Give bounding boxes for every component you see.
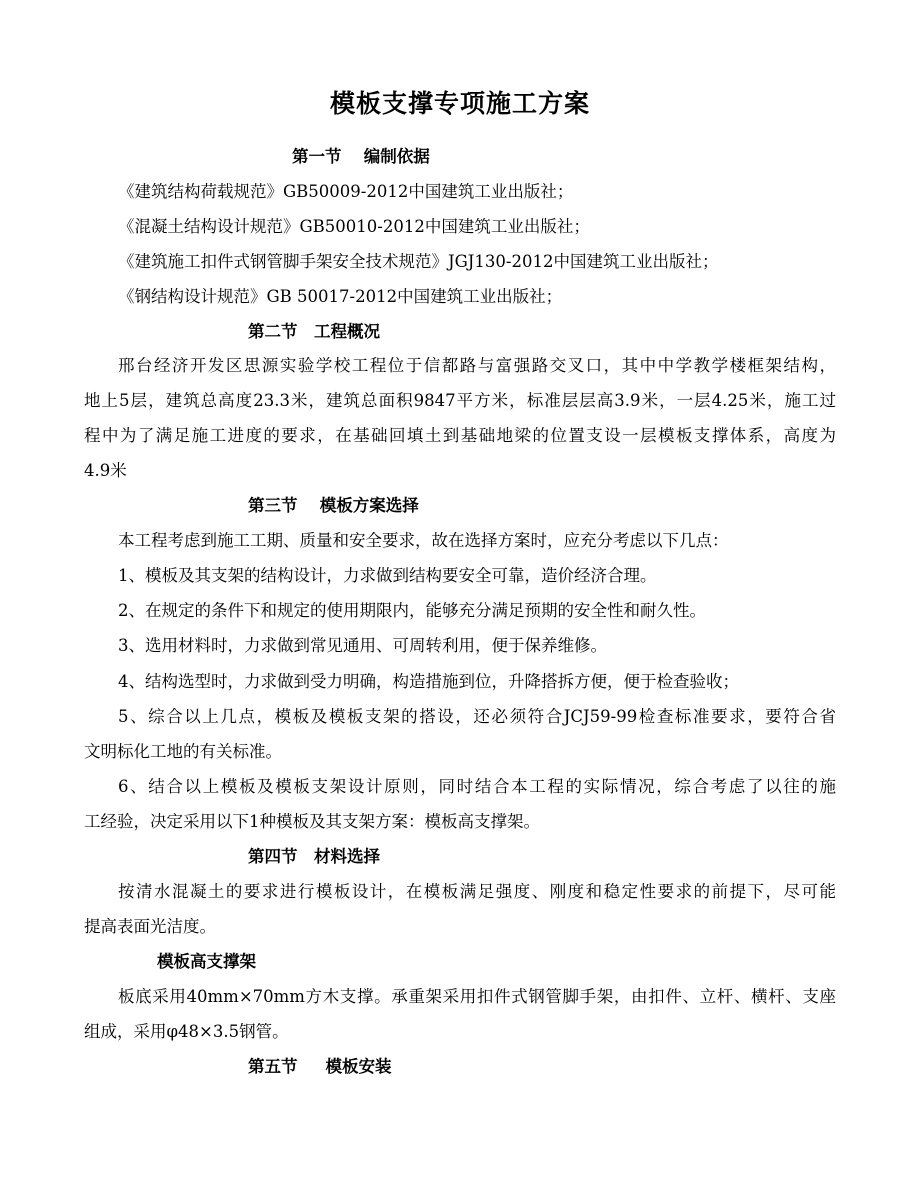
paragraph-line: 本工程考虑到施工工期、质量和安全要求，故在选择方案时，应充分考虑以下几点： [118, 531, 729, 550]
paragraph-line: 按清水混凝土的要求进行模板设计，在模板满足强度、刚度和稳定性要求的前提下，尽可能 [118, 882, 836, 901]
document-title: 模板支撑专项施工方案 [329, 89, 590, 118]
list-item: 2、在规定的条件下和规定的使用期限内，能够充分满足预期的安全性和耐久性。 [118, 601, 706, 620]
paragraph-line: 邢台经济开发区思源实验学校工程位于信都路与富强路交叉口，其中中学教学楼框架结构， [118, 356, 836, 375]
list-item: 3、选用材料时，力求做到常见通用、可周转利用，便于保养维修。 [118, 636, 607, 655]
section-1-heading: 第一节 编制依据 [292, 147, 430, 166]
reference-item: 《建筑结构荷载规范》GB50009-2012中国建筑工业出版社； [118, 182, 574, 201]
list-item: 6、结合以上模板及模板支架设计原则，同时结合本工程的实际情况，综合考虑了以往的施 [118, 777, 836, 796]
section-2-heading: 第二节 工程概况 [248, 322, 380, 341]
list-item-continuation: 工经验，决定采用以下1种模板及其支架方案：模板高支撑架。 [84, 812, 540, 831]
list-item: 5、综合以上几点，模板及模板支架的搭设，还必须符合JCJ59-99检查标准要求，要符合省 [118, 707, 836, 726]
paragraph-line: 板底采用40mm×70mm方木支撑。承重架采用扣件式钢管脚手架，由扣件、立杆、横杆、支座 [118, 987, 836, 1006]
section-5-heading: 第五节 模板安装 [248, 1057, 392, 1076]
paragraph-line: 地上5层，建筑总高度23.3米，建筑总面积9847平方米，标准层层高3.9米，一层4.25米，施工过 [84, 391, 836, 410]
paragraph-line: 程中为了满足施工进度的要求，在基础回填土到基础地梁的位置支设一层模板支撑体系，高度为 [84, 426, 836, 445]
reference-item: 《混凝土结构设计规范》GB50010-2012中国建筑工业出版社； [118, 217, 590, 236]
list-item: 4、结构选型时，力求做到受力明确，构造措施到位，升降搭拆方便，便于检查验收； [118, 672, 739, 691]
section-4-heading: 第四节 材料选择 [248, 847, 380, 866]
list-item: 1、模板及其支架的结构设计，力求做到结构要安全可靠，造价经济合理。 [118, 566, 657, 585]
paragraph-line: 提高表面光洁度。 [84, 917, 216, 936]
section-3-heading: 第三节 模板方案选择 [248, 496, 419, 515]
subsection-heading: 模板高支撑架 [157, 952, 256, 971]
paragraph-line: 4.9米 [84, 461, 127, 480]
list-item-continuation: 文明标化工地的有关标准。 [84, 742, 282, 761]
paragraph-line: 组成，采用φ48×3.5钢管。 [84, 1022, 289, 1041]
reference-item: 《钢结构设计规范》GB 50017-2012中国建筑工业出版社； [118, 287, 563, 306]
reference-item: 《建筑施工扣件式钢管脚手架安全技术规范》JGJ130-2012中国建筑工业出版社； [118, 252, 719, 271]
